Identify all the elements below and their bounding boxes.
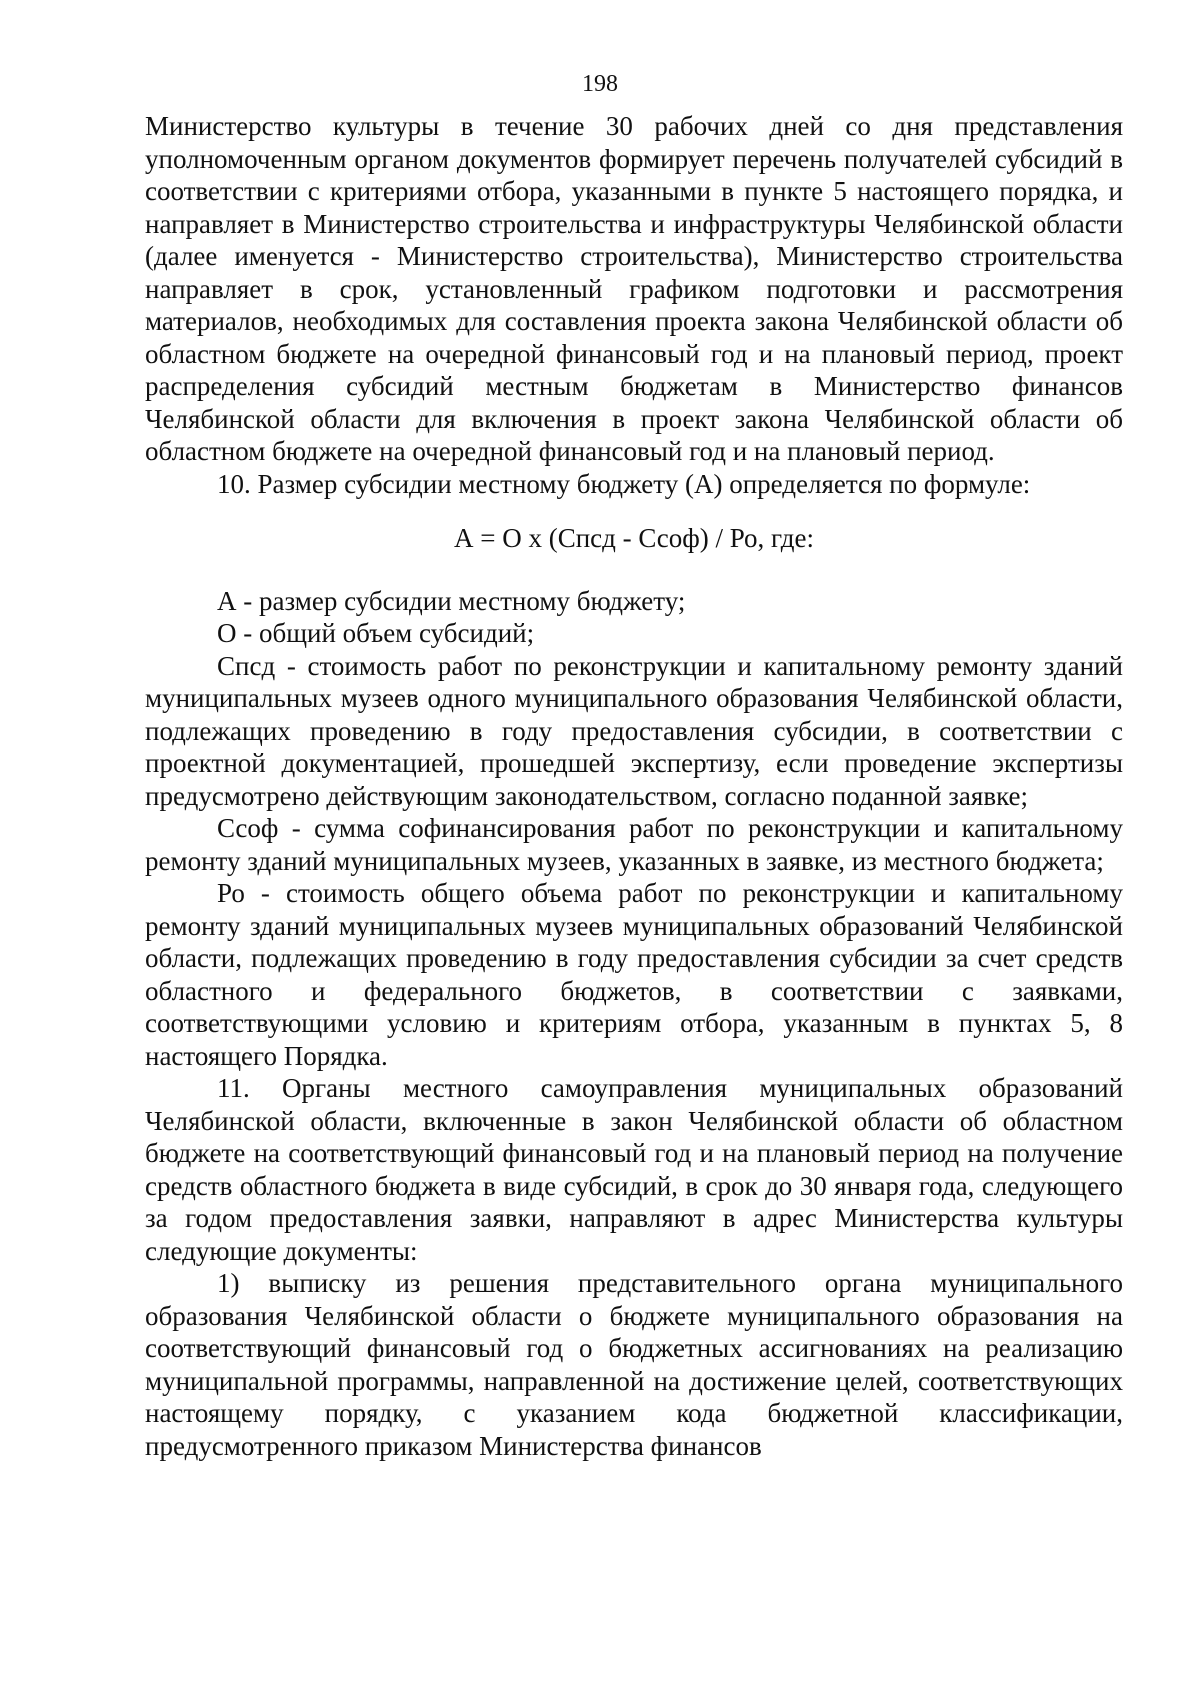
paragraph-subitem-1: 1) выписку из решения представительного органа муниципального образования Челябинской области о бюджете муниципального образования на соответствующий финансовый год о бюджетных ассигнованиях на реализацию муниципальной программы, направленной на достижение целей, соответствующих настоящему порядку, с указанием кода бюджетной классификации, предусмотренного приказом Министерства финансов [145, 1268, 1123, 1461]
definition-o: О - общий объем субсидий; [217, 618, 535, 648]
paragraph-item-11: 11. Органы местного самоуправления муниципальных образований Челябинской области, включенные в закон Челябинской области об областном бюджете на соответствующий финансовый год и на плановый период на получение средств областного бюджета в виде субсидий, в срок до 30 января года, следующего за годом предоставления заявки, направляют в адрес Министерства культуры следующие документы: [145, 1073, 1123, 1266]
definition-ro: Ро - стоимость общего объема работ по реконструкции и капитальному ремонту зданий муниципальных музеев муниципальных образований Челябинской области, подлежащих проведению в году предоставления субсидии за счет средств областного и федерального бюджетов, в соответствии с заявками, соответствующими условию и критериям отбора, указанным в пунктах 5, 8 настоящего Порядка. [145, 878, 1123, 1071]
definition-a: А - размер субсидии местному бюджету; [217, 585, 686, 616]
paragraph-ministry-list: Министерство культуры в течение 30 рабочих дней со дня представления уполномоченным органом документов формирует перечень получателей субсидий в соответствии с критериями отбора, указанными в пункте 5 настоящего порядка, и направляет в Министерство строительства и инфраструктуры Челябинской области (далее именуется - Министерство строительства), Министерство строительства направляет в срок, установленный графиком подготовки и рассмотрения материалов, необходимых для составления проекта закона Челябинской области об областном бюджете на очередной финансовый год и на плановый период, проект распределения субсидий местным бюджетам в Министерство финансов Челябинской области для включения в проект закона Челябинской области об областном бюджете на очередной финансовый год и на плановый период. [145, 111, 1123, 466]
definition-ssof: Ссоф - сумма софинансирования работ по реконструкции и капитальному ремонту зданий муниципальных музеев, указанных в заявке, из местного бюджета; [145, 813, 1123, 876]
document-body [145, 110, 1123, 1462]
definition-spsd: Спсд - стоимость работ по реконструкции и капитальному ремонту зданий муниципальных музеев одного муниципального образования Челябинской области, подлежащих проведению в году предоставления субсидии, в соответствии с проектной документацией, прошедшей экспертизу, если проведение экспертизы предусмотрено действующим законодательством, согласно поданной заявке; [145, 650, 1123, 811]
subsidy-formula: А = О х (Спсд - Ссоф) / Ро, где: [454, 523, 814, 553]
paragraph-item-10: 10. Размер субсидии местному бюджету (А) определяется по формуле: [217, 468, 1031, 499]
page-number: 198 [582, 71, 618, 97]
